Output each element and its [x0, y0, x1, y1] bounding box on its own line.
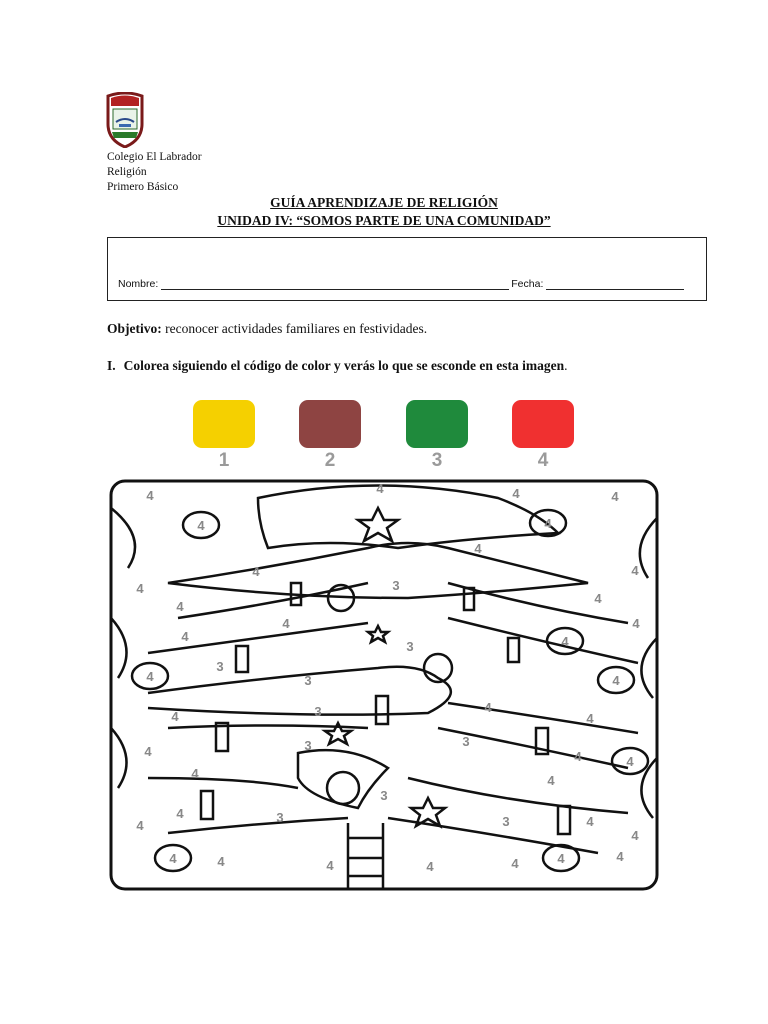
name-field[interactable]: [161, 279, 509, 290]
color-number-label: 3: [502, 814, 510, 829]
color-number-label: 4: [474, 541, 482, 556]
color-number-label: 3: [276, 810, 284, 825]
swatch-3: [406, 400, 468, 448]
color-number-label: 4: [136, 818, 144, 833]
school-crest-icon: [106, 92, 144, 148]
color-number-label: 4: [574, 749, 582, 764]
color-number-label: 4: [181, 629, 189, 644]
color-number-label: 3: [304, 673, 312, 688]
color-number-label: 4: [484, 700, 492, 715]
color-number-label: 4: [631, 828, 639, 843]
swatch-2: [299, 400, 361, 448]
color-number-label: 4: [191, 766, 199, 781]
color-number-label: 4: [146, 669, 154, 684]
color-number-label: 4: [176, 806, 184, 821]
color-number-label: 3: [216, 659, 224, 674]
color-number-label: 4: [426, 859, 434, 874]
instruction-period: .: [564, 358, 568, 373]
color-number-label: 4: [136, 581, 144, 596]
coloring-picture: [108, 478, 660, 892]
color-number-label: 4: [544, 516, 552, 531]
color-number-label: 4: [632, 616, 640, 631]
school-name: Colegio El Labrador: [107, 151, 202, 163]
instruction: [107, 358, 568, 374]
color-number-label: 4: [217, 854, 225, 869]
instruction-numeral: I.: [107, 358, 116, 373]
color-number-label: 4: [611, 489, 619, 504]
color-number-label: 4: [376, 481, 384, 496]
color-number-label: 4: [594, 591, 602, 606]
color-number-label: 4: [326, 858, 334, 873]
guide-title: GUÍA APRENDIZAJE DE RELIGIÓN: [270, 195, 498, 210]
swatch-4: [512, 400, 574, 448]
color-number-label: 4: [511, 856, 519, 871]
color-number-label: 3: [392, 578, 400, 593]
color-number-label: 3: [304, 738, 312, 753]
color-number-label: 4: [586, 814, 594, 829]
color-number-label: 3: [406, 639, 414, 654]
color-number-label: 4: [561, 634, 569, 649]
color-number-label: 4: [176, 599, 184, 614]
objective-text: reconocer actividades familiares en festividades.: [161, 321, 428, 336]
color-number-label: 4: [616, 849, 624, 864]
color-number-label: 4: [631, 563, 639, 578]
color-number-label: 4: [252, 564, 260, 579]
color-number-label: 4: [586, 711, 594, 726]
christmas-tree-icon: [108, 478, 660, 892]
color-number-label: 3: [314, 704, 322, 719]
color-code-legend: [190, 400, 590, 472]
date-label: Fecha:: [511, 278, 544, 290]
color-number-label: 4: [144, 744, 152, 759]
swatch-number-2: 2: [324, 450, 336, 471]
color-number-label: 3: [380, 788, 388, 803]
grade-name: Primero Básico: [107, 181, 179, 193]
date-field[interactable]: [546, 279, 684, 290]
color-number-label: 4: [282, 616, 290, 631]
student-info-box: [107, 237, 707, 301]
instruction-text: Colorea siguiendo el código de color y verás lo que se esconde en esta imagen: [123, 358, 565, 373]
objective-label: Objetivo:: [107, 321, 162, 336]
swatch-number-1: 1: [218, 450, 230, 471]
unit-title: UNIDAD IV: “SOMOS PARTE DE UNA COMUNIDAD”: [217, 213, 551, 228]
color-number-label: 4: [612, 673, 620, 688]
color-number-label: 4: [547, 773, 555, 788]
color-number-label: 4: [197, 518, 205, 533]
objective: [107, 321, 427, 337]
subject-name: Religión: [107, 166, 147, 178]
name-label: Nombre:: [118, 278, 159, 290]
color-number-label: 4: [626, 754, 634, 769]
swatch-number-3: 3: [431, 450, 443, 471]
color-number-label: 4: [557, 851, 565, 866]
swatch-number-4: 4: [537, 450, 549, 471]
color-number-label: 4: [171, 709, 179, 724]
color-number-label: 3: [462, 734, 470, 749]
color-number-label: 4: [146, 488, 154, 503]
color-number-label: 4: [169, 851, 177, 866]
color-number-label: 4: [512, 486, 520, 501]
swatch-1: [193, 400, 255, 448]
